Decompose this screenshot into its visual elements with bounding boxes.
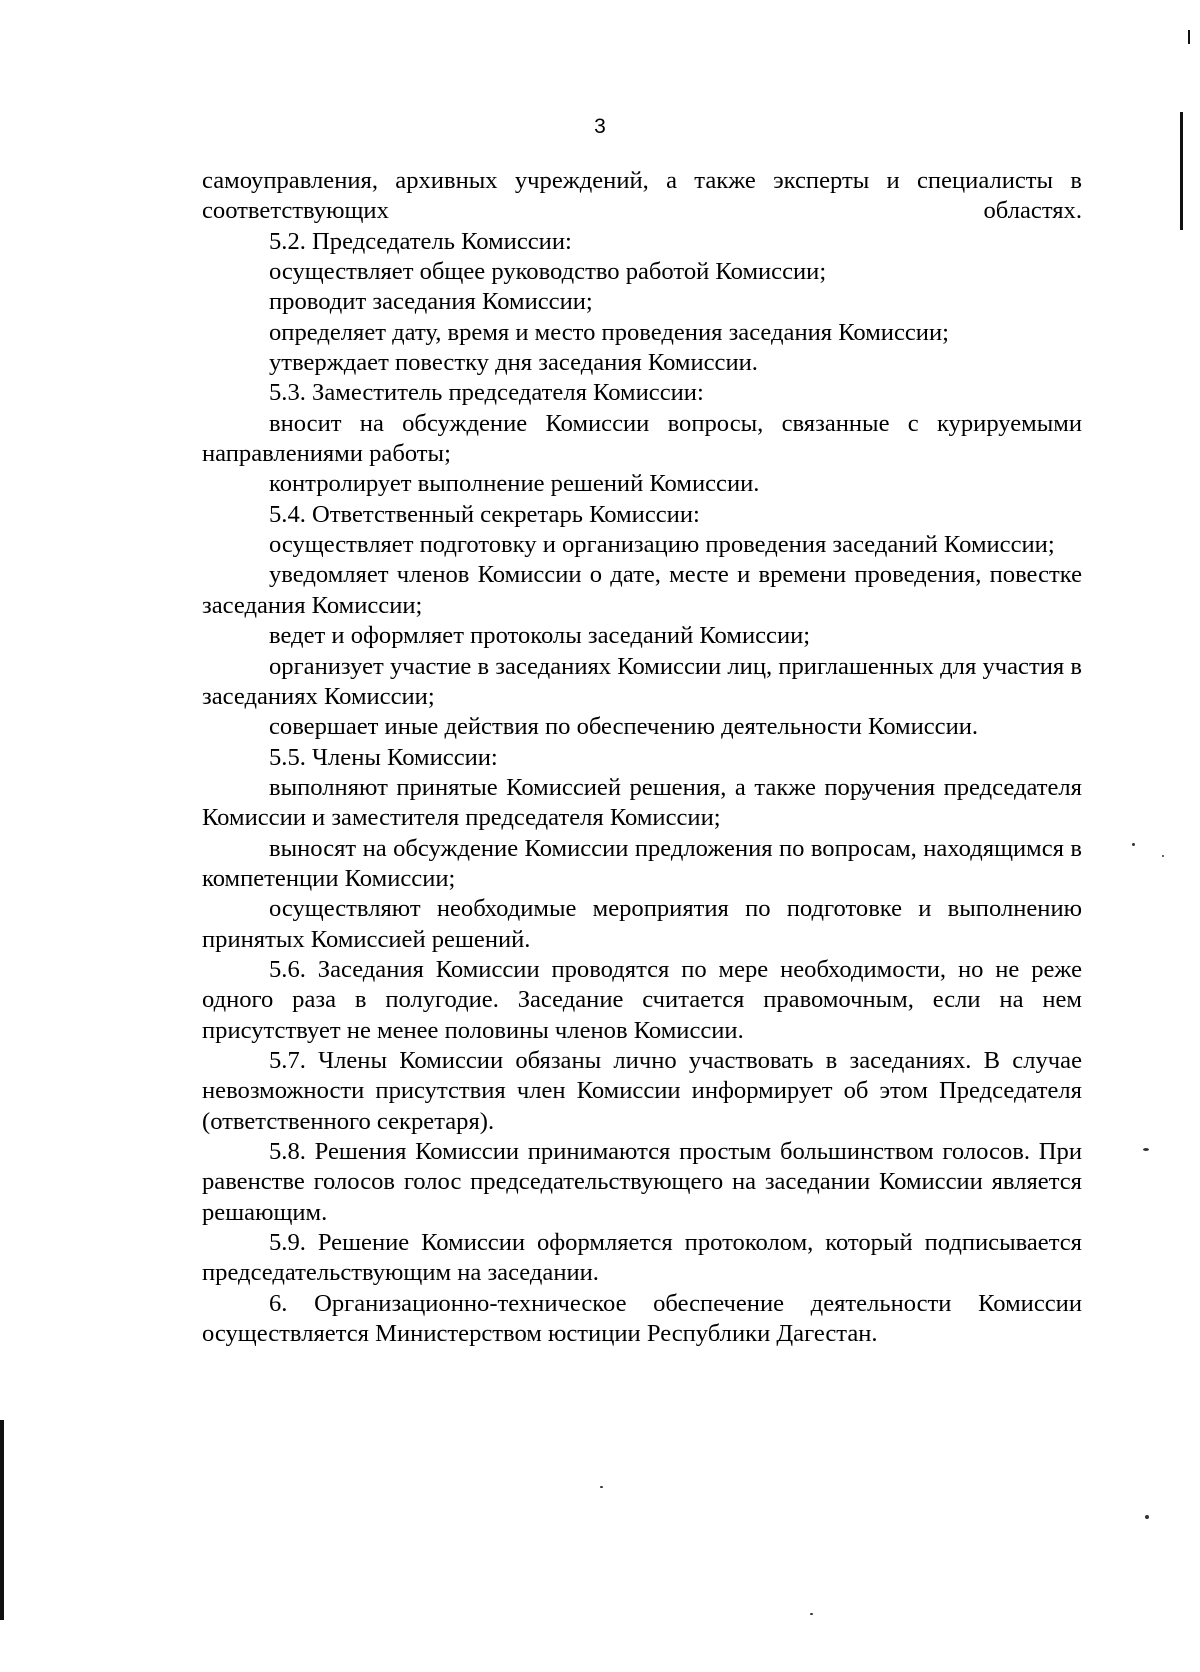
paragraph: контролирует выполнение решений Комиссии. bbox=[269, 470, 760, 498]
paragraph: 6. Организационно-техническое обеспечение деятельности Комиссии осуществляется Министерством юстиции Республики Дагестан. bbox=[202, 1289, 1082, 1348]
paragraph: 5.7. Члены Комиссии обязаны лично участвовать в заседаниях. В случае невозможности присутствия член Комиссии информирует об этом Председателя (ответственного секретаря). bbox=[202, 1046, 1082, 1135]
paragraph: 5.6. Заседания Комиссии проводятся по мере необходимости, но не реже одного раза в полугодие. Заседание считается правомочным, если на нем присутствует не менее половины членов Комиссии. bbox=[202, 955, 1082, 1044]
paragraph: самоуправления, архивных учреждений, а также эксперты и специалисты в соответствующих областях. bbox=[202, 167, 1082, 225]
paragraph: совершает иные действия по обеспечению деятельности Комиссии. bbox=[269, 713, 979, 741]
scan-speck bbox=[1143, 1148, 1149, 1151]
section-heading: 5.4. Ответственный секретарь Комиссии: bbox=[269, 500, 700, 528]
scan-edge-mark-left bbox=[0, 1420, 4, 1620]
paragraph: ведет и оформляет протоколы заседаний Комиссии; bbox=[269, 622, 811, 650]
paragraph: осуществляет подготовку и организацию проведения заседаний Комиссии; bbox=[269, 531, 1055, 559]
scan-edge-mark-right-top bbox=[1188, 30, 1190, 44]
paragraph: выносят на обсуждение Комиссии предложения по вопросам, находящимся в компетенции Комиссии; bbox=[202, 834, 1082, 892]
paragraph: вносит на обсуждение Комиссии вопросы, связанные с курируемыми направлениями работы; bbox=[202, 409, 1082, 468]
paragraph: выполняют принятые Комиссией решения, а также поручения председателя Комиссии и заместителя председателя Комиссии; bbox=[202, 773, 1082, 832]
document-body bbox=[202, 166, 1082, 1349]
paragraph: определяет дату, время и место проведения заседания Комиссии; bbox=[269, 318, 949, 346]
section-heading: 5.5. Члены Комиссии: bbox=[269, 743, 498, 771]
scan-speck bbox=[600, 1486, 603, 1488]
scan-speck bbox=[810, 1613, 813, 1615]
paragraph: 5.9. Решение Комиссии оформляется протоколом, который подписывается председательствующим на заседании. bbox=[202, 1229, 1082, 1287]
paragraph: осуществляет общее руководство работой Комиссии; bbox=[269, 258, 827, 286]
paragraph: 5.8. Решения Комиссии принимаются простым большинством голосов. При равенстве голосов голос председательствующего на заседании Комиссии является решающим. bbox=[202, 1138, 1082, 1226]
paragraph: организует участие в заседаниях Комиссии лиц, приглашенных для участия в заседаниях Комиссии; bbox=[202, 652, 1082, 710]
section-heading: 5.2. Председатель Комиссии: bbox=[269, 227, 572, 255]
scan-speck bbox=[1162, 855, 1164, 857]
paragraph: проводит заседания Комиссии; bbox=[269, 288, 593, 316]
section-heading: 5.3. Заместитель председателя Комиссии: bbox=[269, 379, 704, 407]
page-number: 3 bbox=[594, 115, 606, 138]
paragraph: уведомляет членов Комиссии о дате, месте и времени проведения, повестке заседания Комиссии; bbox=[202, 561, 1082, 619]
paragraph: осуществляют необходимые мероприятия по подготовке и выполнению принятых Комиссией решений. bbox=[202, 895, 1082, 953]
scan-speck bbox=[1132, 843, 1135, 846]
paragraph: утверждает повестку дня заседания Комиссии. bbox=[269, 349, 758, 377]
scan-speck bbox=[1145, 1515, 1149, 1519]
